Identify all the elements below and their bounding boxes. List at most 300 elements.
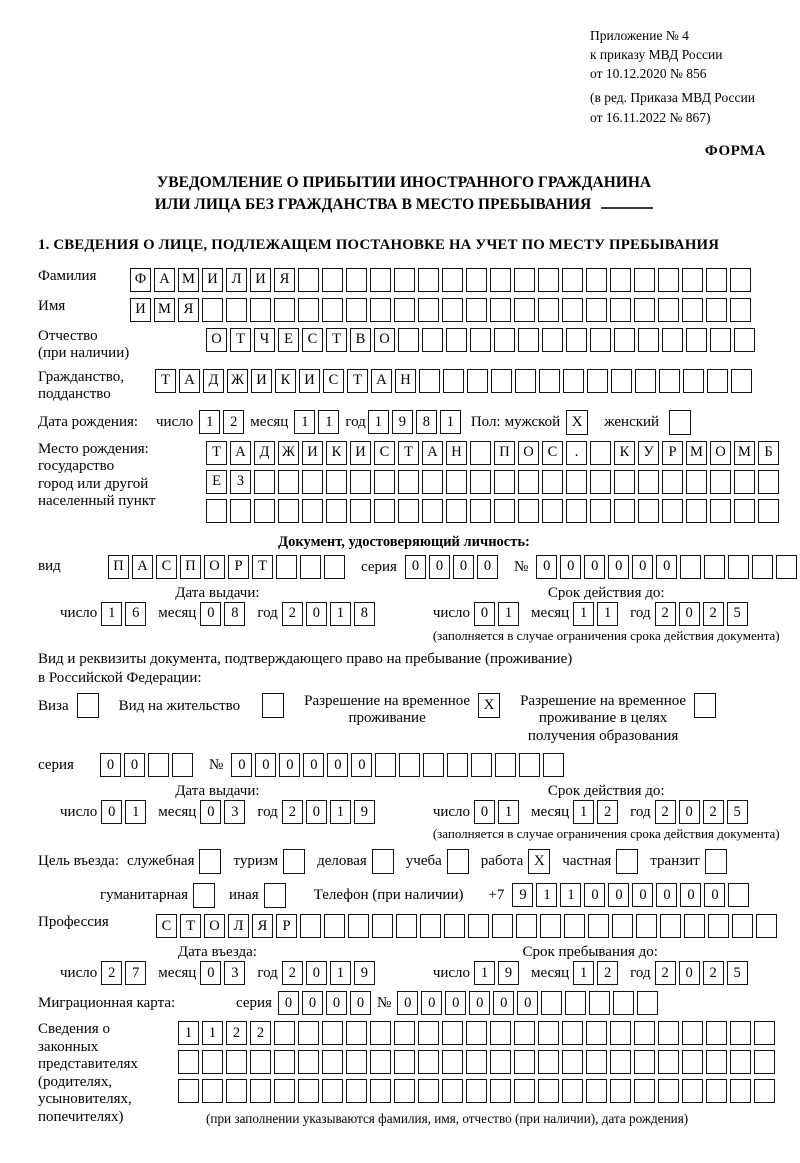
char-box[interactable] <box>538 1050 559 1074</box>
blank-underline[interactable] <box>601 207 653 209</box>
char-box[interactable] <box>706 298 727 322</box>
char-box[interactable] <box>538 268 559 292</box>
char-box[interactable]: 0 <box>429 555 450 579</box>
char-box[interactable]: М <box>734 441 755 465</box>
char-box[interactable]: У <box>638 441 659 465</box>
birthplace-boxes-row1[interactable] <box>206 441 779 465</box>
char-box[interactable]: 8 <box>354 602 375 626</box>
lastname-boxes[interactable] <box>130 268 751 292</box>
char-box[interactable] <box>637 991 658 1015</box>
char-box[interactable] <box>706 1050 727 1074</box>
char-box[interactable]: 1 <box>101 602 122 626</box>
char-box[interactable] <box>658 1079 679 1103</box>
residence-number-boxes[interactable] <box>231 753 564 777</box>
char-box[interactable] <box>298 1021 319 1045</box>
char-box[interactable]: А <box>179 369 200 393</box>
char-box[interactable]: Т <box>155 369 176 393</box>
char-box[interactable]: 0 <box>421 991 442 1015</box>
sex-female-checkbox[interactable] <box>669 410 691 435</box>
char-box[interactable] <box>658 1050 679 1074</box>
char-box[interactable] <box>300 555 321 579</box>
char-box[interactable]: 0 <box>474 602 495 626</box>
char-box[interactable] <box>278 470 299 494</box>
char-box[interactable] <box>612 914 633 938</box>
char-box[interactable] <box>590 328 611 352</box>
char-box[interactable]: 0 <box>656 555 677 579</box>
purpose-business-checkbox[interactable] <box>199 849 221 874</box>
char-box[interactable]: О <box>206 328 227 352</box>
char-box[interactable]: 3 <box>224 961 245 985</box>
char-box[interactable]: М <box>154 298 175 322</box>
char-box[interactable]: Т <box>252 555 273 579</box>
char-box[interactable]: О <box>518 441 539 465</box>
char-box[interactable] <box>776 555 797 579</box>
char-box[interactable] <box>466 1021 487 1045</box>
char-box[interactable]: 8 <box>416 410 437 434</box>
char-box[interactable] <box>398 328 419 352</box>
char-box[interactable] <box>396 914 417 938</box>
char-box[interactable] <box>562 1079 583 1103</box>
middlename-boxes[interactable] <box>206 328 755 352</box>
char-box[interactable]: Т <box>347 369 368 393</box>
char-box[interactable] <box>728 883 749 907</box>
entry-day-boxes[interactable] <box>101 961 146 985</box>
temp-residence-checkbox[interactable]: X <box>478 693 500 718</box>
char-box[interactable] <box>734 470 755 494</box>
char-box[interactable] <box>662 499 683 523</box>
char-box[interactable]: 0 <box>608 555 629 579</box>
char-box[interactable] <box>442 1021 463 1045</box>
char-box[interactable]: 1 <box>498 800 519 824</box>
char-box[interactable] <box>586 298 607 322</box>
char-box[interactable] <box>662 328 683 352</box>
char-box[interactable] <box>589 991 610 1015</box>
char-box[interactable] <box>322 1050 343 1074</box>
char-box[interactable]: 9 <box>498 961 519 985</box>
purpose-commercial-checkbox[interactable] <box>372 849 394 874</box>
char-box[interactable] <box>274 1050 295 1074</box>
char-box[interactable] <box>516 914 537 938</box>
char-box[interactable] <box>706 1021 727 1045</box>
char-box[interactable]: И <box>299 369 320 393</box>
char-box[interactable] <box>754 1021 775 1045</box>
char-box[interactable] <box>326 499 347 523</box>
char-box[interactable] <box>443 369 464 393</box>
char-box[interactable] <box>611 369 632 393</box>
char-box[interactable]: 1 <box>318 410 339 434</box>
char-box[interactable] <box>398 470 419 494</box>
char-box[interactable] <box>728 555 749 579</box>
char-box[interactable] <box>494 328 515 352</box>
char-box[interactable] <box>418 268 439 292</box>
char-box[interactable]: 5 <box>727 961 748 985</box>
char-box[interactable] <box>708 914 729 938</box>
char-box[interactable] <box>370 268 391 292</box>
char-box[interactable] <box>540 914 561 938</box>
char-box[interactable] <box>202 1050 223 1074</box>
char-box[interactable] <box>586 1050 607 1074</box>
char-box[interactable] <box>419 369 440 393</box>
char-box[interactable]: 5 <box>727 602 748 626</box>
char-box[interactable] <box>682 1050 703 1074</box>
char-box[interactable]: Д <box>203 369 224 393</box>
char-box[interactable] <box>178 1050 199 1074</box>
char-box[interactable]: С <box>302 328 323 352</box>
char-box[interactable]: 5 <box>727 800 748 824</box>
char-box[interactable] <box>659 369 680 393</box>
char-box[interactable]: 0 <box>231 753 252 777</box>
char-box[interactable]: 9 <box>512 883 533 907</box>
char-box[interactable] <box>298 268 319 292</box>
char-box[interactable]: Е <box>206 470 227 494</box>
identity-expiry-day-boxes[interactable] <box>474 602 519 626</box>
doc-number-boxes[interactable] <box>536 555 797 579</box>
char-box[interactable] <box>350 499 371 523</box>
char-box[interactable]: 1 <box>125 800 146 824</box>
char-box[interactable] <box>468 914 489 938</box>
char-box[interactable] <box>614 499 635 523</box>
char-box[interactable] <box>684 914 705 938</box>
char-box[interactable]: А <box>371 369 392 393</box>
char-box[interactable]: П <box>180 555 201 579</box>
char-box[interactable]: О <box>204 555 225 579</box>
char-box[interactable] <box>447 753 468 777</box>
char-box[interactable] <box>754 1079 775 1103</box>
char-box[interactable] <box>492 914 513 938</box>
char-box[interactable]: 1 <box>573 800 594 824</box>
char-box[interactable] <box>466 298 487 322</box>
guardians-boxes-row2[interactable] <box>178 1050 775 1074</box>
char-box[interactable] <box>278 499 299 523</box>
char-box[interactable] <box>539 369 560 393</box>
char-box[interactable] <box>467 369 488 393</box>
char-box[interactable]: 3 <box>224 800 245 824</box>
char-box[interactable] <box>470 470 491 494</box>
char-box[interactable]: 2 <box>597 961 618 985</box>
char-box[interactable] <box>348 914 369 938</box>
char-box[interactable] <box>346 1050 367 1074</box>
char-box[interactable] <box>543 753 564 777</box>
char-box[interactable] <box>590 470 611 494</box>
char-box[interactable]: К <box>275 369 296 393</box>
char-box[interactable]: 1 <box>330 961 351 985</box>
char-box[interactable] <box>538 1079 559 1103</box>
char-box[interactable]: Д <box>254 441 275 465</box>
char-box[interactable] <box>566 328 587 352</box>
char-box[interactable] <box>326 470 347 494</box>
char-box[interactable]: 0 <box>397 991 418 1015</box>
stay-day-boxes[interactable] <box>474 961 519 985</box>
char-box[interactable] <box>658 298 679 322</box>
char-box[interactable] <box>490 268 511 292</box>
char-box[interactable] <box>423 753 444 777</box>
char-box[interactable]: 1 <box>199 410 220 434</box>
char-box[interactable]: 1 <box>202 1021 223 1045</box>
char-box[interactable] <box>420 914 441 938</box>
char-box[interactable]: Т <box>398 441 419 465</box>
char-box[interactable] <box>565 991 586 1015</box>
char-box[interactable]: 0 <box>200 800 221 824</box>
char-box[interactable] <box>638 470 659 494</box>
char-box[interactable] <box>518 499 539 523</box>
char-box[interactable]: 1 <box>330 602 351 626</box>
char-box[interactable] <box>634 268 655 292</box>
char-box[interactable]: 0 <box>608 883 629 907</box>
char-box[interactable] <box>562 1050 583 1074</box>
char-box[interactable] <box>444 914 465 938</box>
char-box[interactable] <box>682 1021 703 1045</box>
char-box[interactable]: 0 <box>584 883 605 907</box>
char-box[interactable] <box>730 1050 751 1074</box>
char-box[interactable] <box>587 369 608 393</box>
char-box[interactable]: А <box>132 555 153 579</box>
char-box[interactable]: П <box>108 555 129 579</box>
char-box[interactable]: 1 <box>330 800 351 824</box>
phone-boxes[interactable] <box>512 883 749 907</box>
char-box[interactable]: 0 <box>100 753 121 777</box>
char-box[interactable] <box>226 1079 247 1103</box>
char-box[interactable] <box>322 268 343 292</box>
char-box[interactable] <box>370 298 391 322</box>
char-box[interactable]: З <box>230 470 251 494</box>
residence-permit-checkbox[interactable] <box>262 693 284 718</box>
char-box[interactable] <box>466 268 487 292</box>
doc-kind-boxes[interactable] <box>108 555 345 579</box>
residence-expiry-month-boxes[interactable] <box>573 800 618 824</box>
char-box[interactable] <box>610 1079 631 1103</box>
purpose-humanitarian-checkbox[interactable] <box>193 883 215 908</box>
char-box[interactable]: 2 <box>703 800 724 824</box>
purpose-tourism-checkbox[interactable] <box>283 849 305 874</box>
char-box[interactable] <box>418 298 439 322</box>
char-box[interactable] <box>276 555 297 579</box>
residence-issue-year-boxes[interactable] <box>282 800 375 824</box>
identity-issue-year-boxes[interactable] <box>282 602 375 626</box>
char-box[interactable] <box>566 499 587 523</box>
char-box[interactable] <box>610 1021 631 1045</box>
char-box[interactable]: Л <box>226 268 247 292</box>
char-box[interactable]: О <box>204 914 225 938</box>
char-box[interactable]: А <box>230 441 251 465</box>
char-box[interactable]: М <box>686 441 707 465</box>
char-box[interactable] <box>518 470 539 494</box>
residence-expiry-year-boxes[interactable] <box>655 800 748 824</box>
char-box[interactable] <box>686 470 707 494</box>
char-box[interactable] <box>683 369 704 393</box>
char-box[interactable] <box>634 1079 655 1103</box>
char-box[interactable] <box>346 298 367 322</box>
char-box[interactable]: Ф <box>130 268 151 292</box>
char-box[interactable]: 0 <box>536 555 557 579</box>
char-box[interactable]: 9 <box>354 961 375 985</box>
char-box[interactable] <box>346 268 367 292</box>
char-box[interactable] <box>519 753 540 777</box>
char-box[interactable] <box>731 369 752 393</box>
char-box[interactable]: 0 <box>303 753 324 777</box>
identity-issue-day-boxes[interactable] <box>101 602 146 626</box>
char-box[interactable]: 0 <box>327 753 348 777</box>
char-box[interactable]: С <box>156 555 177 579</box>
char-box[interactable]: Б <box>758 441 779 465</box>
visa-checkbox[interactable] <box>77 693 99 718</box>
char-box[interactable] <box>682 298 703 322</box>
char-box[interactable]: С <box>156 914 177 938</box>
char-box[interactable] <box>610 1050 631 1074</box>
char-box[interactable] <box>514 1021 535 1045</box>
entry-month-boxes[interactable] <box>200 961 245 985</box>
char-box[interactable] <box>470 499 491 523</box>
char-box[interactable]: 2 <box>250 1021 271 1045</box>
char-box[interactable]: И <box>350 441 371 465</box>
char-box[interactable] <box>754 1050 775 1074</box>
char-box[interactable] <box>374 499 395 523</box>
char-box[interactable]: Н <box>446 441 467 465</box>
char-box[interactable]: 9 <box>354 800 375 824</box>
identity-expiry-year-boxes[interactable] <box>655 602 748 626</box>
char-box[interactable] <box>490 298 511 322</box>
char-box[interactable] <box>680 555 701 579</box>
birthdate-year-boxes[interactable] <box>368 410 461 434</box>
char-box[interactable] <box>490 1021 511 1045</box>
char-box[interactable]: 2 <box>655 602 676 626</box>
char-box[interactable] <box>442 1079 463 1103</box>
char-box[interactable] <box>398 499 419 523</box>
char-box[interactable] <box>660 914 681 938</box>
char-box[interactable] <box>634 1021 655 1045</box>
char-box[interactable]: Т <box>230 328 251 352</box>
char-box[interactable] <box>614 470 635 494</box>
purpose-transit-checkbox[interactable] <box>705 849 727 874</box>
char-box[interactable] <box>704 555 725 579</box>
char-box[interactable]: Ч <box>254 328 275 352</box>
guardians-boxes-row3[interactable] <box>178 1079 775 1103</box>
char-box[interactable] <box>274 298 295 322</box>
char-box[interactable] <box>514 1079 535 1103</box>
purpose-private-checkbox[interactable] <box>616 849 638 874</box>
char-box[interactable] <box>442 268 463 292</box>
char-box[interactable]: Ж <box>227 369 248 393</box>
char-box[interactable]: Е <box>278 328 299 352</box>
char-box[interactable] <box>370 1079 391 1103</box>
char-box[interactable] <box>613 991 634 1015</box>
char-box[interactable]: 0 <box>474 800 495 824</box>
char-box[interactable]: 1 <box>178 1021 199 1045</box>
char-box[interactable] <box>564 914 585 938</box>
char-box[interactable]: 0 <box>445 991 466 1015</box>
char-box[interactable] <box>758 499 779 523</box>
residence-issue-month-boxes[interactable] <box>200 800 245 824</box>
char-box[interactable] <box>302 499 323 523</box>
char-box[interactable] <box>442 298 463 322</box>
char-box[interactable] <box>178 1079 199 1103</box>
char-box[interactable] <box>686 499 707 523</box>
char-box[interactable]: 0 <box>200 961 221 985</box>
char-box[interactable]: Р <box>662 441 683 465</box>
char-box[interactable] <box>710 328 731 352</box>
char-box[interactable] <box>588 914 609 938</box>
char-box[interactable] <box>515 369 536 393</box>
char-box[interactable] <box>730 1079 751 1103</box>
char-box[interactable] <box>490 1079 511 1103</box>
char-box[interactable] <box>250 1079 271 1103</box>
char-box[interactable] <box>202 1079 223 1103</box>
char-box[interactable] <box>756 914 777 938</box>
char-box[interactable]: 0 <box>477 555 498 579</box>
char-box[interactable]: 2 <box>282 602 303 626</box>
char-box[interactable] <box>418 1050 439 1074</box>
char-box[interactable] <box>372 914 393 938</box>
char-box[interactable] <box>494 470 515 494</box>
char-box[interactable] <box>470 441 491 465</box>
char-box[interactable] <box>172 753 193 777</box>
char-box[interactable]: Т <box>206 441 227 465</box>
char-box[interactable] <box>494 499 515 523</box>
char-box[interactable] <box>206 499 227 523</box>
char-box[interactable] <box>495 753 516 777</box>
char-box[interactable] <box>399 753 420 777</box>
char-box[interactable]: 2 <box>597 800 618 824</box>
char-box[interactable] <box>732 914 753 938</box>
char-box[interactable]: 0 <box>306 800 327 824</box>
char-box[interactable]: 1 <box>573 602 594 626</box>
char-box[interactable] <box>542 499 563 523</box>
char-box[interactable] <box>250 298 271 322</box>
char-box[interactable] <box>541 991 562 1015</box>
firstname-boxes[interactable] <box>130 298 751 322</box>
char-box[interactable]: 0 <box>279 753 300 777</box>
char-box[interactable] <box>446 499 467 523</box>
char-box[interactable]: 0 <box>517 991 538 1015</box>
birthdate-month-boxes[interactable] <box>294 410 339 434</box>
char-box[interactable] <box>298 1079 319 1103</box>
char-box[interactable] <box>563 369 584 393</box>
char-box[interactable]: 0 <box>306 602 327 626</box>
char-box[interactable]: А <box>154 268 175 292</box>
char-box[interactable] <box>638 328 659 352</box>
char-box[interactable]: 0 <box>469 991 490 1015</box>
char-box[interactable]: 0 <box>350 991 371 1015</box>
stay-month-boxes[interactable] <box>573 961 618 985</box>
char-box[interactable] <box>300 914 321 938</box>
char-box[interactable]: 2 <box>703 961 724 985</box>
char-box[interactable] <box>346 1079 367 1103</box>
char-box[interactable]: 0 <box>326 991 347 1015</box>
char-box[interactable]: 0 <box>278 991 299 1015</box>
char-box[interactable]: Ж <box>278 441 299 465</box>
char-box[interactable] <box>730 268 751 292</box>
char-box[interactable]: 2 <box>703 602 724 626</box>
char-box[interactable] <box>394 268 415 292</box>
char-box[interactable] <box>374 470 395 494</box>
char-box[interactable] <box>586 1021 607 1045</box>
char-box[interactable] <box>226 1050 247 1074</box>
char-box[interactable] <box>586 1079 607 1103</box>
char-box[interactable] <box>250 1050 271 1074</box>
residence-series-boxes[interactable] <box>100 753 193 777</box>
char-box[interactable] <box>254 470 275 494</box>
residence-issue-day-boxes[interactable] <box>101 800 146 824</box>
identity-issue-month-boxes[interactable] <box>200 602 245 626</box>
char-box[interactable] <box>491 369 512 393</box>
char-box[interactable] <box>418 1079 439 1103</box>
char-box[interactable]: С <box>323 369 344 393</box>
char-box[interactable]: 0 <box>101 800 122 824</box>
char-box[interactable]: 0 <box>493 991 514 1015</box>
char-box[interactable]: 2 <box>282 961 303 985</box>
char-box[interactable]: О <box>374 328 395 352</box>
char-box[interactable]: Я <box>274 268 295 292</box>
char-box[interactable]: 1 <box>597 602 618 626</box>
